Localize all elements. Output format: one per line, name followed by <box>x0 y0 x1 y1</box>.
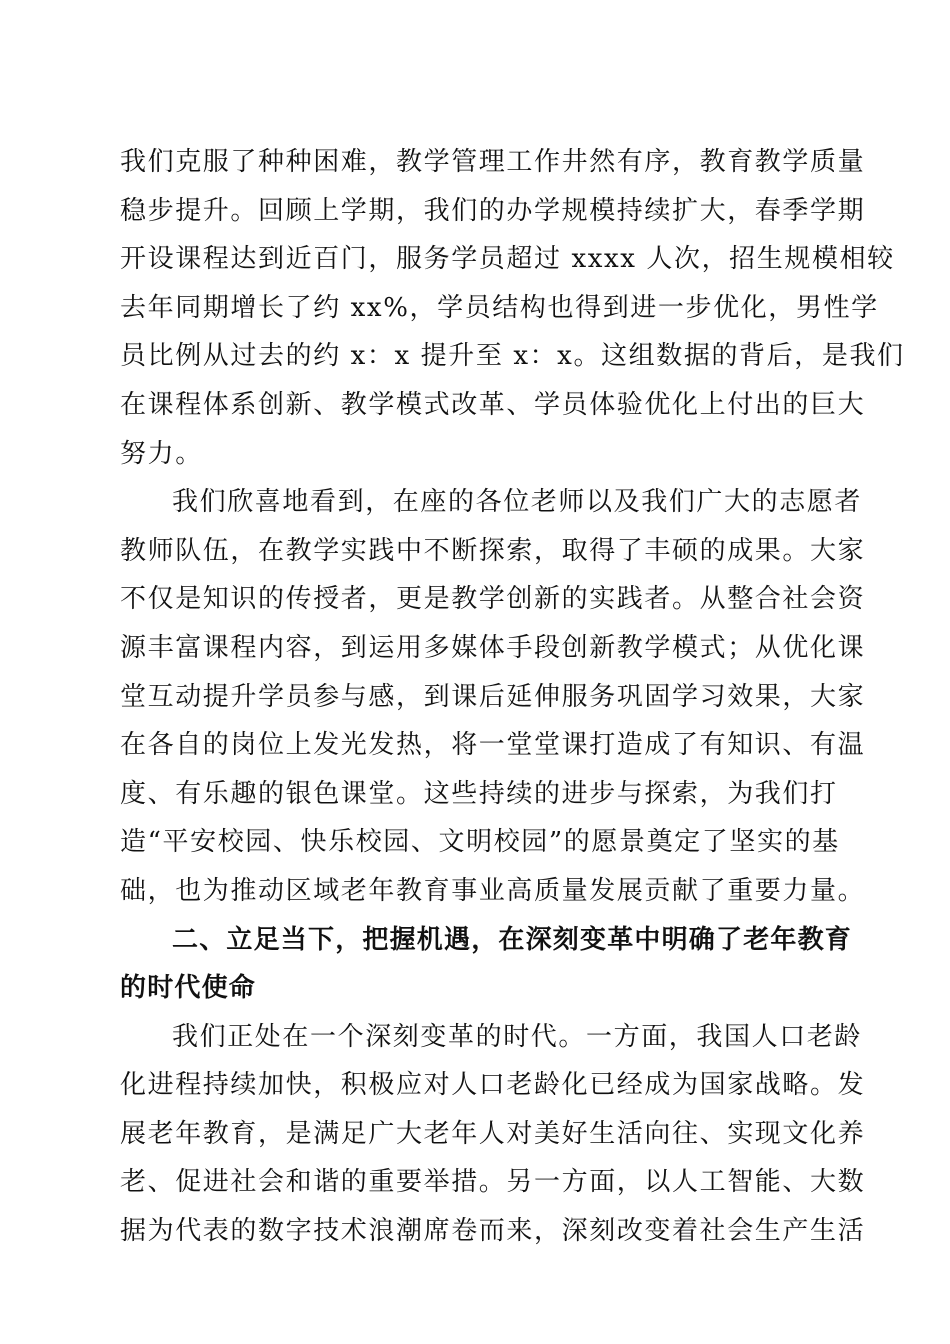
text-line: 化进程持续加快，积极应对人口老龄化已经成为国家战略。发 <box>120 1070 866 1101</box>
text-line: 教师队伍，在教学实践中不断探索，取得了丰硕的成果。大家 <box>120 535 866 566</box>
paragraph-review-last-term <box>120 138 905 478</box>
heading-line: 二、立足当下，把握机遇，在深刻变革中明确了老年教育 <box>172 924 853 955</box>
text-line: 础，也为推动区域老年教育事业高质量发展贡献了重要力量。 <box>120 875 866 906</box>
text-line: 度、有乐趣的银色课堂。这些持续的进步与探索，为我们打 <box>120 778 838 809</box>
text-line: 造“平安校园、快乐校园、文明校园”的愿景奠定了坚实的基 <box>120 827 840 858</box>
text-line: 堂互动提升学员参与感，到课后延伸服务巩固学习效果，大家 <box>120 681 866 712</box>
text-line: 努力。 <box>120 438 203 469</box>
text-line: 开设课程达到近百门，服务学员超过 xxxx 人次，招生规模相较 <box>120 244 895 275</box>
text-line: 不仅是知识的传授者，更是教学创新的实践者。从整合社会资 <box>120 584 866 615</box>
text-line: 源丰富课程内容，到运用多媒体手段创新教学模式；从优化课 <box>120 632 866 663</box>
text-line: 我们欣喜地看到，在座的各位老师以及我们广大的志愿者 <box>172 487 863 518</box>
text-line: 我们正处在一个深刻变革的时代。一方面，我国人口老龄 <box>172 1021 863 1052</box>
text-line: 去年同期增长了约 xx%，学员结构也得到进一步优化，男性学 <box>120 292 879 323</box>
text-line: 在课程体系创新、教学模式改革、学员体验优化上付出的巨大 <box>120 389 866 420</box>
text-line: 稳步提升。回顾上学期，我们的办学规模持续扩大，春季学期 <box>120 195 866 226</box>
text-line: 我们克服了种种困难，教学管理工作井然有序，教育教学质量 <box>120 147 866 177</box>
text-line: 老、促进社会和谐的重要举措。另一方面，以人工智能、大数 <box>120 1167 866 1198</box>
section-heading-2 <box>120 916 853 1013</box>
text-line: 据为代表的数字技术浪潮席卷而来，深刻改变着社会生产生活 <box>120 1216 866 1247</box>
document-body <box>120 138 905 1256</box>
text-line: 员比例从过去的约 x：x 提升至 x：x。这组数据的背后，是我们 <box>120 341 905 372</box>
heading-line: 的时代使命 <box>120 973 257 1004</box>
paragraph-era-of-change <box>120 1013 866 1256</box>
text-line: 展老年教育，是满足广大老年人对美好生活向往、实现文化养 <box>120 1118 866 1149</box>
paragraph-teacher-achievements <box>120 478 866 915</box>
text-line: 在各自的岗位上发光发热，将一堂堂课打造成了有知识、有温 <box>120 730 866 761</box>
